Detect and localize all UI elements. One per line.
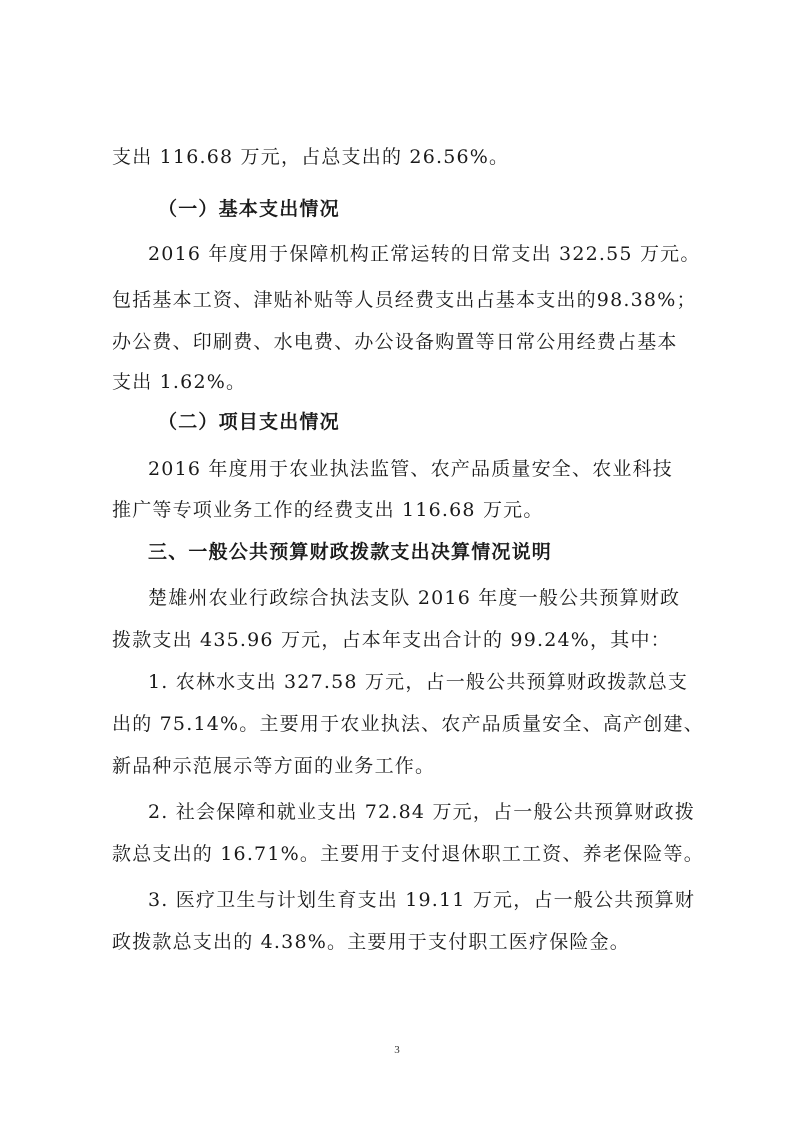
paragraph-line: 办公费、印刷费、水电费、办公设备购置等日常公用经费占基本 bbox=[112, 331, 678, 353]
list-item-line: 3. 医疗卫生与计划生育支出 19.11 万元，占一般公共预算财 bbox=[148, 889, 696, 911]
list-item-line: 政拨款总支出的 4.38%。主要用于支付职工医疗保险金。 bbox=[112, 931, 630, 953]
paragraph-line: 支出 1.62%。 bbox=[112, 371, 247, 393]
paragraph-line: 2016 年度用于保障机构正常运转的日常支出 322.55 万元。 bbox=[148, 243, 701, 265]
section-heading-project-expenditure: （二）项目支出情况 bbox=[158, 411, 340, 433]
paragraph-line: 2016 年度用于农业执法监管、农产品质量安全、农业科技 bbox=[148, 458, 673, 480]
paragraph-line: 拨款支出 435.96 万元，占本年支出合计的 99.24%，其中： bbox=[112, 629, 671, 651]
list-item-line: 1. 农林水支出 327.58 万元，占一般公共预算财政拨款总支 bbox=[148, 671, 689, 693]
paragraph-line: 支出 116.68 万元，占总支出的 26.56%。 bbox=[112, 146, 510, 168]
paragraph-line: 包括基本工资、津贴补贴等人员经费支出占基本支出的98.38%； bbox=[112, 289, 697, 311]
paragraph-line: 楚雄州农业行政综合执法支队 2016 年度一般公共预算财政 bbox=[148, 587, 681, 609]
section-heading-general-budget: 三、一般公共预算财政拨款支出决算情况说明 bbox=[148, 541, 553, 563]
section-heading-basic-expenditure: （一）基本支出情况 bbox=[158, 198, 340, 220]
page-number: 3 bbox=[394, 1044, 400, 1056]
list-item-line: 出的 75.14%。主要用于农业执法、农产品质量安全、高产创建、 bbox=[112, 713, 704, 735]
list-item-line: 新品种示范展示等方面的业务工作。 bbox=[112, 755, 436, 777]
list-item-line: 款总支出的 16.71%。主要用于支付退休职工工资、养老保险等。 bbox=[112, 843, 704, 865]
list-item-line: 2. 社会保障和就业支出 72.84 万元，占一般公共预算财政拨 bbox=[148, 801, 696, 823]
paragraph-line: 推广等专项业务工作的经费支出 116.68 万元。 bbox=[112, 499, 544, 521]
